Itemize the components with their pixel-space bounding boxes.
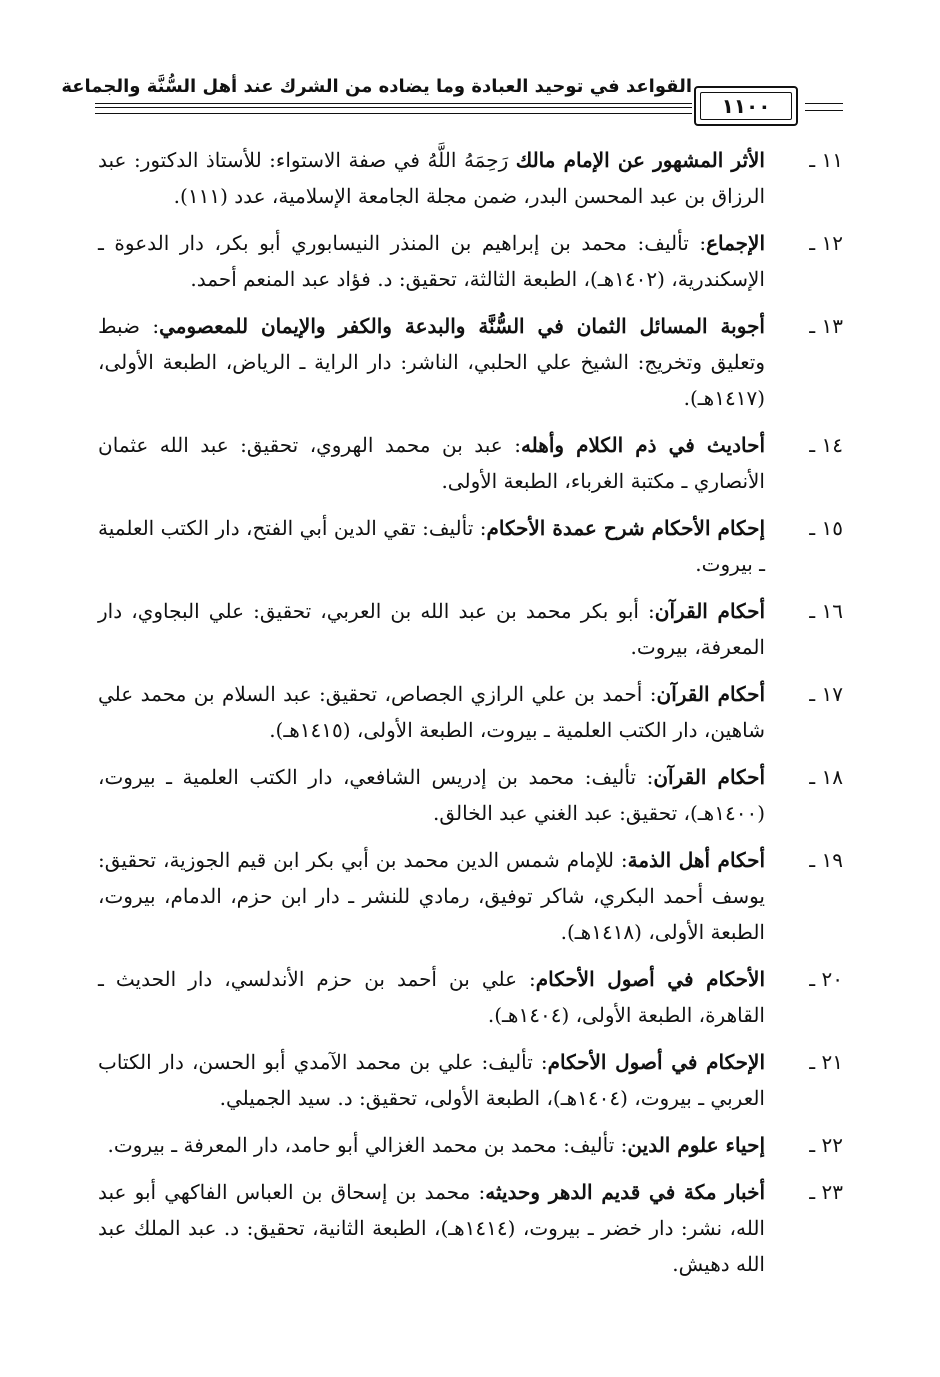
bibliography-entry bbox=[98, 593, 843, 665]
bibliography-entry bbox=[98, 1044, 843, 1116]
entry-number: ١٦ ـ bbox=[809, 599, 843, 623]
entry-title: أحكام أهل الذمة bbox=[627, 848, 766, 872]
bibliography-entry bbox=[98, 427, 843, 499]
entry-text bbox=[98, 225, 765, 297]
entry-body: : تأليف: محمد بن إبراهيم بن المنذر النيسابوري أبو بكر، دار الدعوة ـ الإسكندرية، (١٤٠٢هـ)، الطبعة الثالثة، تحقيق: د. فؤاد عبد المنعم أحمد. bbox=[98, 231, 765, 291]
entry-title: أحكام القرآن bbox=[653, 765, 765, 789]
entry-number: ٢٢ ـ bbox=[809, 1133, 843, 1157]
entry-number: ١٤ ـ bbox=[809, 433, 843, 457]
entry-body: : تأليف: محمد بن إدريس الشافعي، دار الكتب العلمية ـ بيروت، (١٤٠٠هـ)، تحقيق: عبد الغني عبد الخالق. bbox=[98, 765, 765, 825]
header-ornament-line bbox=[805, 103, 843, 104]
entry-number: ١١ ـ bbox=[809, 148, 843, 172]
bibliography-entry bbox=[98, 308, 843, 416]
header-ornament-line bbox=[805, 110, 843, 111]
entry-title: أحكام القرآن bbox=[654, 599, 766, 623]
entry-number: ١٧ ـ bbox=[809, 682, 843, 706]
entry-number: ٢١ ـ bbox=[809, 1050, 843, 1074]
entry-body: : علي بن أحمد بن حزم الأندلسي، دار الحديث ـ القاهرة، الطبعة الأولى، (١٤٠٤هـ). bbox=[98, 967, 765, 1027]
bibliography-entry bbox=[98, 961, 843, 1033]
bibliography-entry bbox=[98, 1127, 843, 1163]
entry-number: ٢٠ ـ bbox=[809, 967, 843, 991]
header-rule bbox=[95, 103, 692, 104]
entry-body: : تأليف: علي بن محمد الآمدي أبو الحسن، دار الكتاب العربي ـ بيروت، (١٤٠٤هـ)، الطبعة الأولى، تحقيق: د. سيد الجميلي. bbox=[98, 1050, 765, 1110]
bibliography-list bbox=[98, 142, 843, 1293]
bibliography-entry bbox=[98, 1174, 843, 1282]
entry-body: : محمد بن إسحاق بن العباس الفاكهي أبو عبد الله، نشر: دار خضر ـ بيروت، (١٤١٤هـ)، الطبعة الثانية، تحقيق: د. عبد الملك عبد الله دهيش. bbox=[98, 1180, 765, 1276]
page-number-frame bbox=[694, 86, 798, 126]
running-header-title: القواعد في توحيد العبادة وما يضاده من الشرك عند أهل السُّنَّة والجماعة bbox=[61, 76, 692, 97]
entry-body: : تأليف: تقي الدين أبي الفتح، دار الكتب العلمية ـ بيروت. bbox=[98, 516, 765, 576]
entry-text bbox=[98, 510, 765, 582]
entry-body: رَحِمَهُ اللَّهُ في صفة الاستواء: للأستاذ الدكتور: عبد الرزاق بن عبد المحسن البدر، ضمن مجلة الجامعة الإسلامية، عدد (١١١). bbox=[98, 148, 765, 208]
entry-number: ١٥ ـ bbox=[809, 516, 843, 540]
entry-text bbox=[98, 142, 765, 214]
entry-number: ١٣ ـ bbox=[809, 314, 843, 338]
entry-text bbox=[98, 676, 765, 748]
bibliography-entry bbox=[98, 759, 843, 831]
entry-body: : للإمام شمس الدين محمد بن أبي بكر ابن قيم الجوزية، تحقيق: يوسف أحمد البكري، شاكر توفيق، رمادي للنشر ـ دار ابن حزم، الدمام، بيروت، الطبعة الأولى، (١٤١٨هـ). bbox=[98, 848, 765, 944]
entry-body: : تأليف: محمد بن محمد الغزالي أبو حامد، دار المعرفة ـ بيروت. bbox=[107, 1133, 628, 1157]
entry-body: : ضبط وتعليق وتخريج: الشيخ علي الحلبي، الناشر: دار الراية ـ الرياض، الطبعة الأولى، (١٤١٧هـ). bbox=[98, 314, 765, 410]
entry-title: الأثر المشهور عن الإمام مالك bbox=[515, 148, 765, 172]
entry-text bbox=[98, 961, 765, 1033]
entry-text bbox=[98, 1174, 765, 1282]
entry-title: أجوبة المسائل الثمان في السُّنَّة والبدعة والكفر والإيمان للمعصومي bbox=[159, 314, 765, 338]
entry-body: : أحمد بن علي الرازي الجصاص، تحقيق: عبد السلام بن محمد علي شاهين، دار الكتب العلمية ـ بيروت، الطبعة الأولى، (١٤١٥هـ). bbox=[98, 682, 765, 742]
page-number: ١١٠٠ bbox=[721, 94, 771, 118]
bibliography-entry bbox=[98, 142, 843, 214]
bibliography-entry bbox=[98, 676, 843, 748]
entry-text bbox=[98, 1127, 765, 1163]
entry-body: : عبد بن محمد الهروي، تحقيق: عبد الله عثمان الأنصاري ـ مكتبة الغرباء، الطبعة الأولى. bbox=[98, 433, 765, 493]
bibliography-entry bbox=[98, 225, 843, 297]
entry-title: أحاديث في ذم الكلام وأهله bbox=[520, 433, 765, 457]
entry-number: ١٢ ـ bbox=[809, 231, 843, 255]
entry-text bbox=[98, 759, 765, 831]
bibliography-entry bbox=[98, 842, 843, 950]
entry-text bbox=[98, 427, 765, 499]
entry-title: أحكام القرآن bbox=[656, 682, 766, 706]
entry-text bbox=[98, 1044, 765, 1116]
entry-number: ١٩ ـ bbox=[809, 848, 843, 872]
bibliography-entry bbox=[98, 510, 843, 582]
header-rule bbox=[95, 113, 692, 114]
entry-title: إحكام الأحكام شرح عمدة الأحكام bbox=[486, 516, 766, 540]
entry-title: أخبار مكة في قديم الدهر وحديثه bbox=[485, 1180, 766, 1204]
entry-number: ٢٣ ـ bbox=[809, 1180, 843, 1204]
page-number-inner-frame bbox=[700, 92, 792, 120]
entry-title: الإجماع bbox=[706, 231, 765, 255]
header-rule bbox=[95, 107, 692, 108]
entry-title: إحياء علوم الدين bbox=[627, 1133, 765, 1157]
entry-text bbox=[98, 842, 765, 950]
entry-title: الأحكام في أصول الأحكام bbox=[535, 967, 765, 991]
entry-number: ١٨ ـ bbox=[809, 765, 843, 789]
entry-text bbox=[98, 593, 765, 665]
entry-text bbox=[98, 308, 765, 416]
entry-title: الإحكام في أصول الأحكام bbox=[547, 1050, 765, 1074]
entry-body: : أبو بكر محمد بن عبد الله بن العربي، تحقيق: علي البجاوي، دار المعرفة، بيروت. bbox=[98, 599, 765, 659]
